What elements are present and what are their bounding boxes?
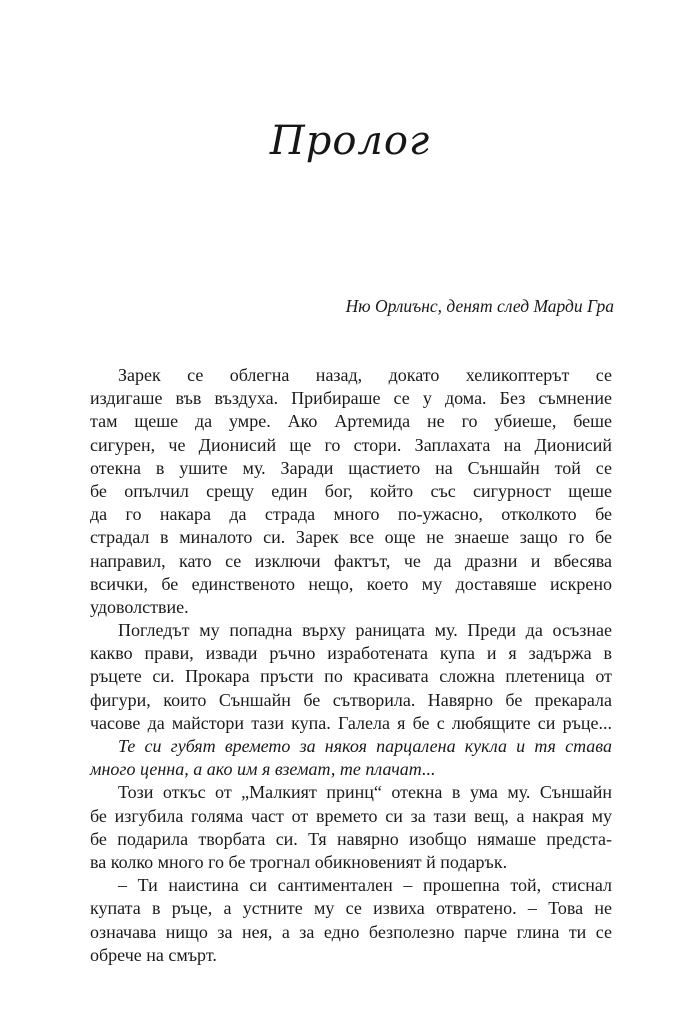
text-line: купата в ръце, а устните му се извиха отвратено. – Това не	[90, 898, 612, 919]
text-line: фигури, които Съншайн бе сътворила. Навярно бе прекарала	[90, 689, 612, 710]
text-line: Погледът му попадна върху раницата му. Преди да осъзнае	[118, 620, 612, 641]
text-line-italic: много ценна, а ако им я вземат, те плачат...	[90, 759, 436, 780]
text-line: ръцете си. Прокара пръсти по красивата сложна плетеница от	[90, 666, 612, 687]
text-line: бе изгубила голяма част от времето си за тази вещ, а накрая му	[90, 805, 612, 826]
text-line: да го накара да страда много по-ужасно, отколкото бе	[90, 504, 612, 525]
text-line: направил, като се изключи фактът, че да дразни и вбесява	[90, 550, 612, 571]
text-line: издигаше във въздуха. Прибираше се у дома. Без съмнение	[90, 388, 612, 409]
text-line: ва колко много го бе трогнал обикновеният й подарък.	[90, 851, 508, 872]
text-line: – Ти наистина си сантиментален – прошепна той, стиснал	[118, 875, 612, 896]
text-line-italic: Те си губят времето за някоя парцалена кукла и тя става	[118, 736, 612, 756]
body-text	[90, 364, 612, 967]
text-line: какво прави, извади ръчно изработената купа и я задържа в	[90, 643, 612, 664]
text-line: страдал в миналото си. Зарек все още не знаеше защо го бе	[90, 527, 612, 548]
chapter-title: Пролог	[269, 118, 431, 164]
chapter-epigraph-location: Ню Орлиънс, денят след Марди Гра	[345, 296, 614, 316]
text-line: часове да майстори тази купа. Галела я бе с любящите си ръце...	[90, 712, 612, 733]
text-line: удоволствие.	[90, 596, 189, 617]
text-line: обрече на смърт.	[90, 944, 217, 965]
text-line: Зарек се облегна назад, докато хеликоптерът се	[118, 365, 612, 385]
text-line: Този откъс от „Малкият принц“ отекна в ума му. Съншайн	[118, 782, 612, 803]
text-line: всички, бе единственото нещо, което му доставяше искрено	[90, 573, 612, 594]
text-line: сигурен, че Дионисий ще го стори. Заплахата на Дионисий	[90, 434, 612, 455]
text-line: там щеше да умре. Ако Артемида не го убиеше, беше	[90, 411, 612, 432]
text-line: отекна в ушите му. Заради щастието на Съншайн той се	[90, 457, 612, 478]
text-line: бе опълчил срещу един бог, който със сигурност щеше	[90, 480, 612, 501]
text-line: означава нищо за нея, а за едно безполезно парче глина ти се	[90, 921, 612, 942]
text-line: бе подарила творбата си. Тя навярно изобщо нямаше предста-	[90, 828, 612, 849]
